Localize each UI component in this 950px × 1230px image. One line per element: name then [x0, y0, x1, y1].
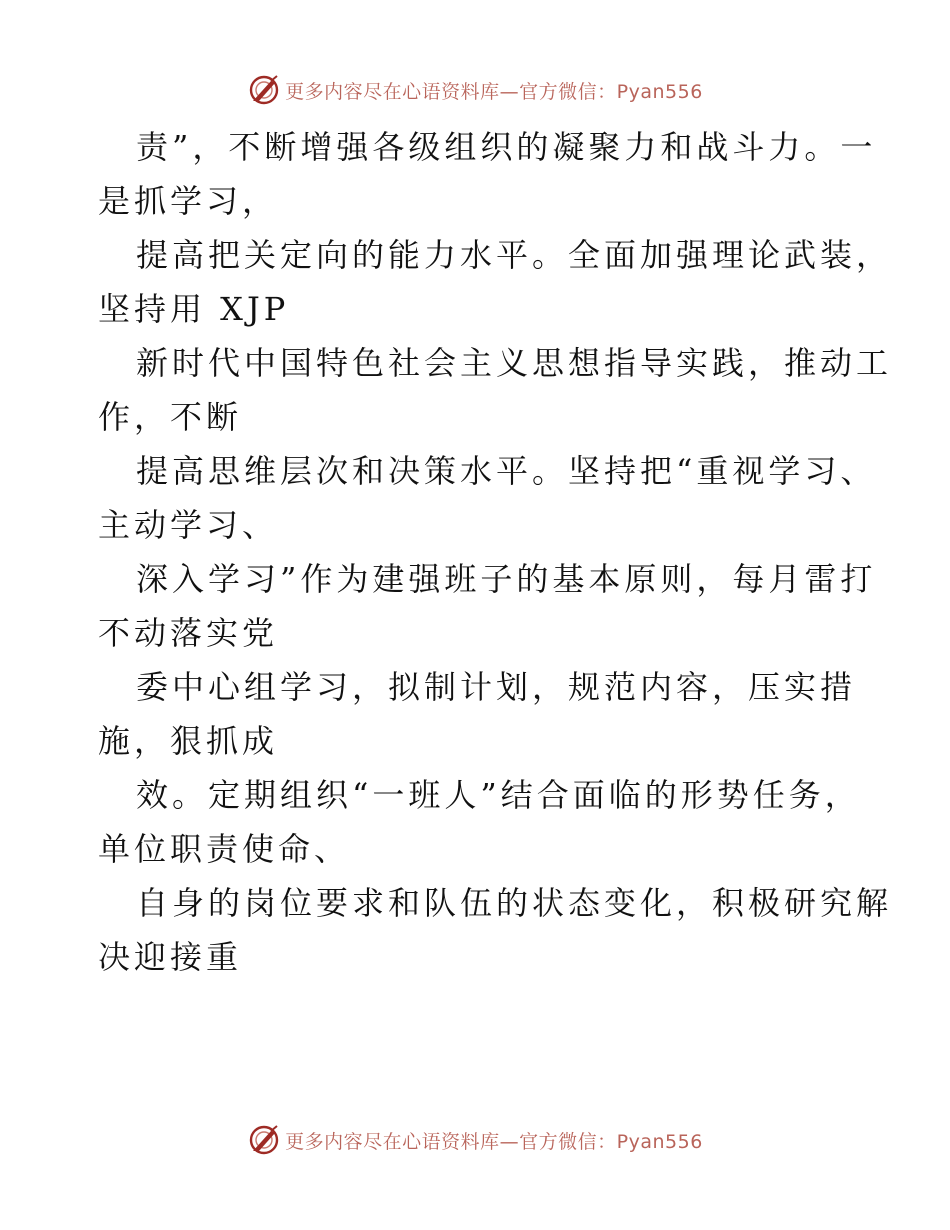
- header-watermark: [0, 70, 950, 110]
- text-line: 责”，不断增强各级组织的凝聚力和战斗力。一: [136, 128, 877, 166]
- header-watermark-text: 更多内容尽在心语资料库—官方微信：Pyan556: [285, 80, 703, 103]
- text-line: 自身的岗位要求和队伍的状态变化，积极研究解: [136, 884, 893, 922]
- document-body: [98, 120, 893, 984]
- text-line: 是抓学习，: [98, 182, 279, 220]
- text-line: 施，狠抓成: [98, 722, 279, 760]
- text-line: 深入学习”作为建强班子的基本原则，每月雷打: [136, 560, 877, 598]
- text-line: 决迎接重: [98, 938, 243, 976]
- text-line: 委中心组学习，拟制计划，规范内容，压实措: [136, 668, 857, 706]
- text-line: 作，不断: [98, 398, 243, 436]
- text-line: 效。定期组织“一班人”结合面临的形势任务，: [136, 776, 861, 814]
- text-line: 坚持用 XJP: [98, 290, 290, 328]
- text-line: 提高思维层次和决策水平。坚持把“重视学习、: [136, 452, 877, 490]
- footer-watermark: [0, 1120, 950, 1160]
- text-line: 主动学习、: [98, 506, 279, 544]
- text-line: 不动落实党: [98, 614, 279, 652]
- text-line: 单位职责使命、: [98, 830, 351, 868]
- text-line: 新时代中国特色社会主义思想指导实践，推动工: [136, 344, 893, 382]
- quill-seal-icon: [247, 73, 281, 107]
- text-line: 提高把关定向的能力水平。全面加强理论武装，: [136, 236, 893, 274]
- footer-watermark-text: 更多内容尽在心语资料库—官方微信：Pyan556: [285, 1130, 703, 1153]
- quill-seal-icon: [247, 1123, 281, 1157]
